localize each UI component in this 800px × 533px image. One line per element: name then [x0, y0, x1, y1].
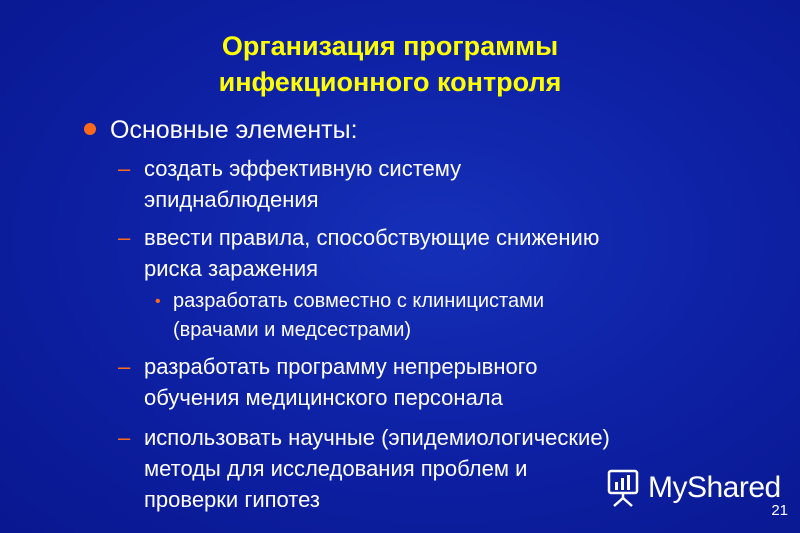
dash-icon: –	[118, 354, 131, 379]
watermark	[606, 466, 781, 510]
list-item-line: риска заражения	[144, 256, 319, 281]
list-item-line: методы для исследования проблем и	[144, 456, 528, 481]
dash-icon: –	[118, 425, 131, 450]
list-item-line: обучения медицинского персонала	[144, 385, 503, 410]
list-item-line: создать эффективную систему	[144, 156, 462, 181]
main-bullet	[84, 114, 358, 146]
list-item-line: проверки гипотез	[144, 487, 320, 512]
sub-bullet-icon: •	[155, 293, 161, 310]
page-number: 21	[771, 502, 788, 519]
dash-icon: –	[118, 156, 131, 181]
sub-list-item-line: (врачами и медсестрами)	[173, 319, 412, 341]
list-item-line: разработать программу непрерывного	[144, 354, 538, 379]
title-line-1: Организация программы	[221, 31, 559, 61]
slide-title	[90, 28, 690, 100]
sub-list-item-line: разработать совместно с клиницистами	[173, 290, 545, 312]
dash-icon: –	[118, 225, 131, 250]
bullet-dot-icon	[84, 123, 96, 135]
list-item-line: использовать научные (эпидемиологические)	[144, 425, 610, 450]
title-line-2: инфекционного контроля	[218, 67, 562, 97]
list-item-line: эпиднаблюдения	[144, 187, 319, 212]
main-bullet-text: Основные элементы:	[110, 116, 358, 144]
watermark-text: MyShared	[648, 471, 781, 504]
presentation-board-icon	[606, 468, 640, 508]
list-item-line: ввести правила, способствующие снижению	[144, 225, 600, 250]
